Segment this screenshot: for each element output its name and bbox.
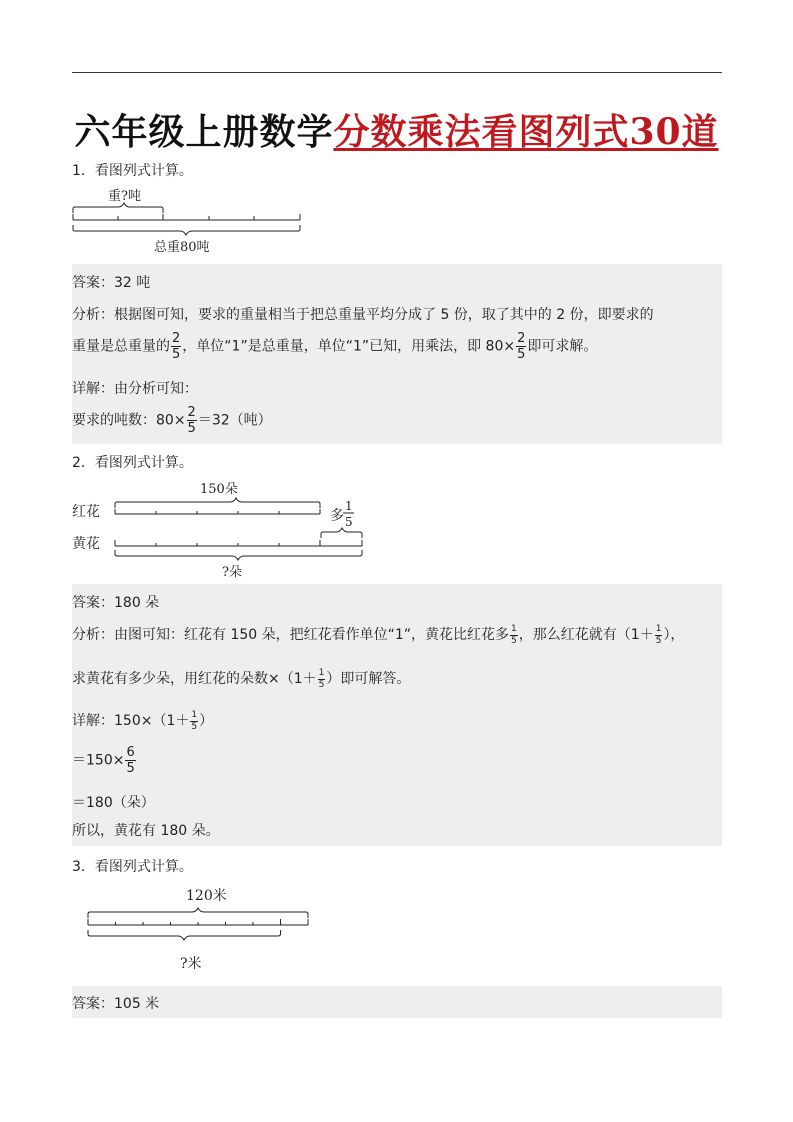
q2-detail-line-3: ＝180（朵） [72,795,155,811]
title-part-black: 六年级上册数学 [74,111,334,153]
question-2-prompt: 2．看图列式计算。 [72,455,193,471]
q1-detail-calc: 要求的吨数：80× $\frac{2}{5}$ ＝32（吨） [72,405,272,436]
question-1-prompt: 1．看图列式计算。 [72,163,193,179]
q2-answer: 答案：180 朵 [72,595,160,611]
fraction-1-5: $\frac{1}{5}$ [191,709,198,732]
fraction-6-5: $\frac{6}{5}$ [126,745,135,776]
question-1-solution [72,264,722,444]
q3-answer: 答案：105 米 [72,996,160,1012]
q2-analysis-line-1: 分析：由图可知：红花有 150 朵，把红花看作单位“1”，黄花比红花多 $\frac{1}{5}$ ，那么红花就有（1＋ $\frac{1}{5}$ ）， [72,623,685,646]
q1-analysis-line-2: 重量是总重量的 $\frac{2}{5}$ ，单位“1”是总重量，单位“1”已知，用乘法，即 80× $\frac{2}{5}$ 即可求解。 [72,331,598,362]
q2-red-label: 红花 [72,504,100,520]
question-3-solution [72,986,722,1018]
q3-top-label: 120米 [186,888,227,904]
fraction-2-5: $\frac{2}{5}$ [517,331,526,362]
q2-detail-line-2: ＝150× $\frac{6}{5}$ [72,745,135,776]
q2-top-label: 150朵 [200,482,238,497]
header-rule [72,72,722,73]
question-2-solution [72,584,722,846]
q2-more-label: 多 [330,508,344,524]
page-title [0,104,793,155]
q1-bottom-label: 总重80吨 [154,240,210,255]
q1-answer: 答案：32 吨 [72,275,151,291]
fraction-2-5: $\frac{2}{5}$ [187,405,196,436]
fraction-1-5: $\frac{1}{5}$ [655,623,662,646]
title-part-red: 分数乘法看图列式30道 [333,111,719,153]
q2-detail-line-1: 详解：150×（1＋ $\frac{1}{5}$ ） [72,709,214,732]
q2-more-denominator: 5 [345,515,353,529]
q2-bottom-label: ?朵 [222,565,242,580]
fraction-2-5: $\frac{2}{5}$ [172,331,181,362]
q1-analysis-line-1: 分析：根据图可知，要求的重量相当于把总重量平均分成了 5 份，取了其中的 2 份，即要求的 [72,307,654,323]
q1-detail-title: 详解：由分析可知： [72,381,198,397]
q2-detail-line-4: 所以，黄花有 180 朵。 [72,823,220,839]
q3-bottom-label: ?米 [180,956,202,972]
q2-yellow-label: 黄花 [72,536,100,552]
question-3-prompt: 3．看图列式计算。 [72,859,193,875]
question-1-diagram [68,184,308,258]
q2-analysis-line-2: 求黄花有多少朵，用红花的朵数×（1＋ $\frac{1}{5}$ ）即可解答。 [72,667,411,690]
question-2-diagram [70,474,370,584]
fraction-1-5: $\frac{1}{5}$ [318,667,325,690]
q1-top-label: 重?吨 [108,189,141,204]
question-3-diagram [82,880,322,980]
q2-more-numerator: 1 [345,499,353,513]
fraction-1-5: $\frac{1}{5}$ [511,623,517,646]
